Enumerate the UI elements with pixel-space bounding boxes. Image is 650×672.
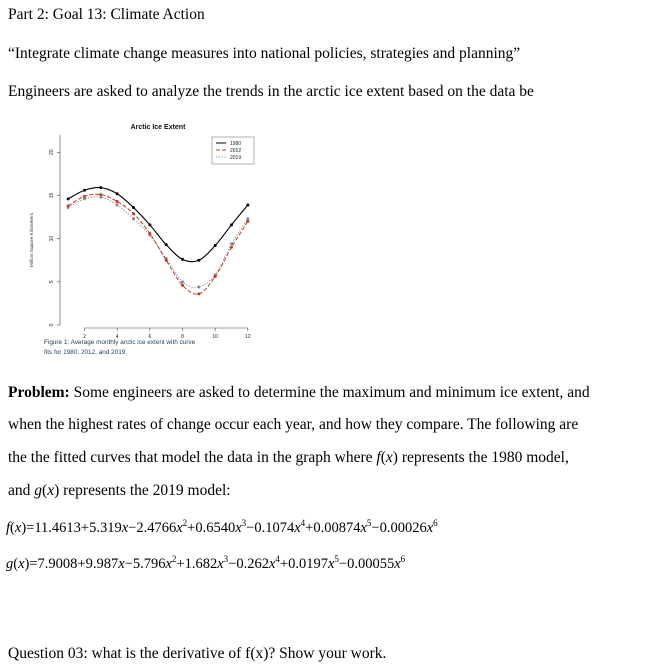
page-title: Part 2: Goal 13: Climate Action: [8, 6, 205, 23]
point-2019-m3: [99, 196, 102, 199]
x-tick-label: 2: [83, 334, 86, 340]
x-tick-label: 10: [212, 334, 218, 340]
point-2019-m4: [116, 203, 119, 206]
legend-label-2019: 2019: [230, 154, 242, 161]
point-1980-m12: [246, 203, 249, 206]
problem-text-3a: the the fitted curves that model the data in the graph where: [8, 449, 377, 466]
point-2012-m10: [214, 275, 217, 278]
fx-symbol: f: [376, 449, 381, 466]
problem-text-3b: represents the 1980 model,: [397, 449, 569, 466]
point-1980-m7: [165, 243, 168, 246]
goal-quote: “Integrate climate change measures into national policies, strategies and planning”: [8, 45, 521, 62]
point-2012-m7: [165, 259, 168, 262]
point-1980-m2: [83, 189, 86, 192]
point-2012-m5: [132, 212, 135, 215]
y-tick-label: 0: [49, 323, 55, 327]
y-tick-label: 20: [49, 149, 55, 156]
legend-label-2012: 2012: [230, 147, 242, 154]
point-1980-m11: [230, 223, 233, 226]
point-2019-m12: [246, 217, 249, 220]
point-2019-m8: [181, 280, 184, 283]
point-1980-m1: [67, 197, 70, 200]
point-2019-m9: [197, 286, 200, 289]
point-1980-m3: [99, 186, 102, 189]
problem-line-2: when the highest rates of change occur each year, and how they compare. The following are: [8, 416, 579, 433]
chart-title: Arctic Ice Extent: [130, 124, 186, 131]
y-tick-label: 5: [49, 280, 55, 284]
point-2019-m2: [83, 197, 86, 200]
point-2012-m2: [83, 195, 86, 198]
caption-line-1: Figure 1: Average monthly arctic ice extent with curve: [44, 339, 196, 346]
point-2012-m9: [197, 292, 200, 295]
arctic-ice-chart: [20, 113, 270, 363]
point-2012-m6: [148, 232, 151, 235]
question-text: Question 03: what is the derivative of f(x)? Show your work.: [8, 645, 387, 662]
point-2012-m12: [246, 220, 249, 223]
problem-line-4: and g(x) represents the 2019 model:: [8, 482, 231, 499]
x-tick-label: 4: [115, 334, 119, 340]
x-tick-label: 8: [181, 334, 184, 340]
point-2012-m11: [230, 246, 233, 249]
point-2012-m8: [181, 284, 184, 287]
point-2012-m1: [67, 204, 70, 207]
problem-text-4b: represents the 2019 model:: [59, 482, 231, 499]
intro-text: Engineers are asked to analyze the trends in the arctic ice extent based on the data be: [8, 83, 534, 100]
y-axis-label: Million Square Kilometers: [30, 212, 35, 268]
point-1980-m6: [148, 223, 151, 226]
point-2012-m3: [99, 193, 102, 196]
point-1980-m5: [132, 206, 135, 209]
y-tick-label: 15: [49, 192, 55, 199]
caption-line-2: fits for 1980, 2012, and 2019.: [44, 349, 128, 356]
point-2012-m4: [116, 200, 119, 203]
arctic-ice-figure: [20, 113, 270, 363]
y-tick-label: 10: [49, 235, 55, 242]
legend-label-1980: 1980: [230, 140, 242, 147]
point-1980-m4: [116, 192, 119, 195]
point-1980-m9: [197, 259, 200, 262]
point-2019-m5: [132, 217, 135, 220]
x-tick-label: 6: [148, 334, 152, 340]
problem-text-4a: and: [8, 482, 35, 499]
equation-g: $g(x)=7.9008+9.987x-5.796x^2+1.682x^3-0.262x^4+0.0197x^5-0.00055x^6$: [6, 554, 406, 572]
equation-f: $f(x)=11.4613+5.319x-2.4766x^2+0.6540x^3-0.1074x^4+0.00874x^5-0.00026x^6$: [6, 518, 438, 536]
point-1980-m8: [181, 258, 184, 261]
problem-line-1: [8, 384, 590, 402]
point-1980-m10: [214, 244, 217, 247]
problem-label: Problem:: [8, 384, 70, 401]
problem-line-3: the the fitted curves that model the data in the graph where f(x) represents the 1980 model,: [8, 449, 569, 466]
problem-text-1: Some engineers are asked to determine the maximum and minimum ice extent, and: [69, 384, 590, 401]
x-tick-label: 12: [245, 334, 251, 340]
